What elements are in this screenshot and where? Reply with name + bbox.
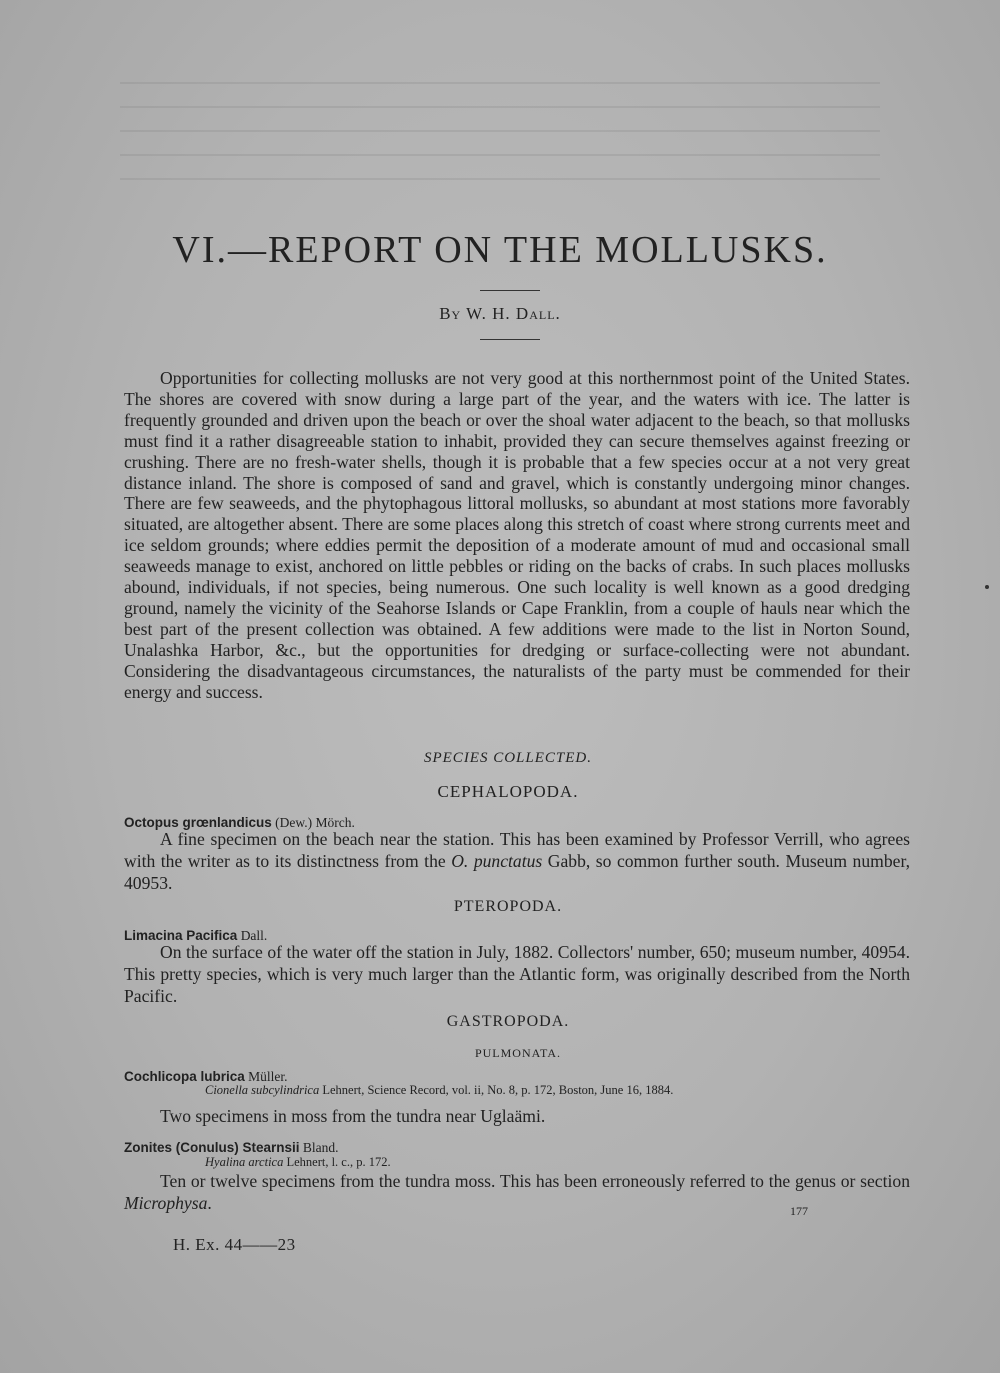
species-text: .: [207, 1193, 212, 1213]
species-text: On the surface of the water off the station in July, 1882. Collectors' number, 650; museum number, 40954. This pretty species, which is very much larger than the Atlantic form, was originally described from the North Pacific.: [124, 942, 910, 1006]
divider-bottom: [480, 339, 540, 340]
section-heading-species-collected: SPECIES COLLECTED.: [423, 750, 592, 766]
species-authority: (Dew.) Mörch.: [275, 815, 355, 830]
bleed-through: [0, 60, 1000, 240]
species-text: Ten or twelve specimens from the tundra moss. This has been erroneously referred to the genus or section: [160, 1171, 910, 1191]
species-name: Octopus grœnlandicus: [124, 815, 272, 830]
intro-text: Opportunities for collecting mollusks are not very good at this northernmost point of the United States. The shores are covered with snow during a large part of the year, and the waters with ice. The latter is frequently grounded and driven upon the beach or over the shoal water adjacent to the beach, so that mollusks must find it a rather disagreeable station to inhabit, provided they can secure themselves against freezing or crushing. There are no fresh-water shells, though it is probable that a few species occur at a not very great distance inland. The shore is composed of sand and gravel, which is constantly undergoing minor changes. There are few seaweeds, and the phytophagous littoral mollusks, so abundant at most stations more favorably situated, are altogether absent. There are some places along this stretch of coast where strong currents meet and ice seldom grounds; where eddies permit the deposition of a moderate amount of mud and occasional small seaweeds manage to exist, anchored on little pebbles or riding on the backs of crabs. In such places mollusks abound, individuals, if not species, being numerous. One such locality is well known as a good dredging ground, namely the vicinity of the Seahorse Islands or Cape Franklin, from a couple of hauls near which the best part of the present collection was obtained. A few additions were made to the list in Norton Sound, Unalashka Harbor, &c., but the opportunities for dredging or surface-collecting were not abundant. Considering the disadvantageous circumstances, the naturalists of the party must be commended for their energy and success.: [124, 368, 910, 702]
synonym-name: Cionella subcylindrica: [205, 1083, 320, 1097]
divider-top: [480, 290, 540, 291]
species-authority: Dall.: [240, 928, 268, 943]
synonym-name: Hyalina arctica: [205, 1155, 284, 1169]
species-authority: Bland.: [302, 1140, 339, 1155]
species-name: Zonites (Conulus) Stearnsii: [124, 1140, 300, 1155]
page-title: VI.—REPORT ON THE MOLLUSKS.: [172, 229, 828, 271]
species-text-italic: Microphysa: [124, 1193, 208, 1213]
paper-speck: [985, 585, 989, 589]
species-text-italic: O. punctatus: [451, 851, 543, 871]
synonym-reference: Lehnert, l. c., p. 172.: [286, 1155, 391, 1169]
section-heading-cephalopoda: CEPHALOPODA.: [437, 782, 579, 801]
section-heading-pulmonata: PULMONATA.: [474, 1046, 562, 1060]
species-name: Limacina Pacifica: [124, 928, 238, 943]
species-text: A fine specimen on the beach near the station. This has been examined by Professor Verrill, who agrees with the writer as to its distinctness from the: [124, 829, 910, 871]
synonym-cochlicopa: [205, 1083, 673, 1098]
intro-paragraph: [124, 368, 910, 703]
species-name: Cochlicopa lubrica: [124, 1069, 245, 1084]
species-text: Two specimens in moss from the tundra near Uglaämi.: [160, 1106, 546, 1126]
species-paragraph-cochlicopa: [124, 1105, 910, 1127]
species-authority: Müller.: [248, 1069, 288, 1084]
section-heading-pteropoda: PTEROPODA.: [453, 898, 563, 915]
byline: By W. H. Dall.: [439, 304, 561, 323]
species-paragraph-limacina: [124, 941, 910, 1007]
page-number: 177: [790, 1204, 808, 1218]
synonym-reference: Lehnert, Science Record, vol. ii, No. 8, p. 172, Boston, June 16, 1884.: [322, 1083, 674, 1097]
species-text: Gabb, so common further south. Museum number, 40953.: [124, 851, 910, 893]
species-heading-zonites: [124, 1140, 339, 1156]
section-heading-gastropoda: GASTROPODA.: [446, 1013, 570, 1030]
species-paragraph-octopus: [124, 828, 910, 894]
synonym-zonites: [205, 1155, 391, 1170]
signature-mark: H. Ex. 44——23: [173, 1235, 296, 1254]
